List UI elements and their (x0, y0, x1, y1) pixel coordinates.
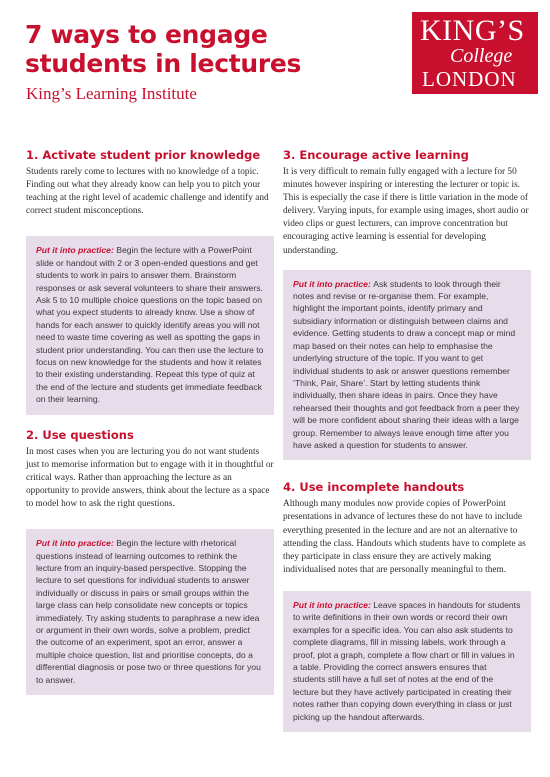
practice-box (283, 270, 531, 461)
practice-lead: Put it into practice: (293, 599, 374, 610)
page-subtitle: King’s Learning Institute (26, 84, 197, 103)
kings-college-london-logo (412, 12, 538, 94)
section-use-questions (26, 428, 274, 695)
practice-box (26, 529, 274, 695)
practice-lead: Put it into practice: (36, 245, 117, 256)
section-heading: 2. Use questions (26, 427, 134, 442)
section-body: Students rarely come to lectures with no knowledge of a topic. Finding out what they already know can help you to pitch your teaching at the right level of academic challenge and identify and correct student misconceptions. (26, 167, 269, 217)
section-body: In most cases when you are lecturing you do not want students just to memorise information but to engage with it in thoughtful or critical ways. Rather than approaching the lecture as an opportunity to provide answers, think about the lecture as a space to model how to ask the right questions. (26, 446, 274, 510)
section-incomplete-handouts (283, 480, 531, 732)
right-column (283, 148, 531, 732)
practice-text: Begin the lecture with rhetorical questions instead of learning outcomes to rethink the lecture from an inquiry-based perspective. Stopping the lecture to set questions for individual students to answer individually or discuss in pairs or small groups within the large class can help consolidate new concepts or topics immediately. Try asking students to paraphrase a new idea or argument in their own words, solve a problem, predict the outcome of an experiment, spot an error, answer a multiple choice question, list and prioritise concepts, do a differential diagnosis or pose two or three questions for you to answer. (36, 538, 261, 685)
logo-line-3: LONDON (422, 67, 517, 91)
practice-text: Begin the lecture with a PowerPoint slide or handout with 2 or 3 open-ended questions and get students to work in pairs to answer them. Brainstorm responses or ask several volunteers to share their answers. Ask 5 to 10 multiple choice questions on the topic based on what you expect students to already know. Use a show of hands for each answer to quickly identify areas you will not need to waste time covering as well as spotting the gaps in student prior understanding. You can then use the lecture to focus on new knowledge for the students and how it relates to their existing understanding. Repeat this type of quiz at the end of the lecture and students get immediate feedback on their learning. (36, 245, 264, 405)
section-heading: 4. Use incomplete handouts (283, 480, 465, 495)
practice-box (26, 236, 274, 414)
practice-text: Ask students to look through their notes and revise or re-organise them. For example, highlight the important points, identify primary and subsidiary information or distinguish between claims and evidence. Getting students to draw a concept map or mind map based on their notes can help to emphasise the underlying structure of the topic. If you want to get individual students to ask or answer questions remember ‘Think, Pair, Share’. Start by letting students think individually, then share ideas in pairs. Once they have rehearsed their thoughts and got feedback from a peer they will be more confident about sharing their ideas with a large group. Remember to always leave enough time after you have asked a question for students to answer. (293, 278, 520, 450)
practice-lead: Put it into practice: (293, 278, 374, 289)
practice-lead: Put it into practice: (36, 538, 117, 549)
page-title: 7 ways to engage students in lectures (25, 20, 302, 78)
section-heading: 3. Encourage active learning (283, 148, 469, 162)
left-column (26, 148, 274, 695)
section-body: It is very difficult to remain fully engaged with a lecture for 50 minutes however inspiring or interesting the lecturer or topic is. This is especially the case if there is little variation in the mode of delivery. Varying inputs, for example using images, short audio or video clips or guest lecturers, can improve concentration but encouraging active learning is essential for developing understanding. (283, 167, 529, 256)
section-activate-prior-knowledge (26, 148, 274, 415)
logo-line-1: KING’S (420, 14, 525, 47)
logo-line-2: College (450, 45, 513, 67)
section-body: Although many modules now provide copies of PowerPoint presentations in advance of lectures these do not have to include everything presented in the lecture and are not an alternative to attending the class. Handouts which students have to complete as they participate in class ensure they are actively making individualised notes that are personally meaningful to them. (283, 499, 526, 575)
practice-box (283, 591, 531, 732)
section-heading: 1. Activate student prior knowledge (26, 148, 261, 162)
practice-text: Leave spaces in handouts for students to write definitions in their own words or record their own examples for a specific idea. You can also ask students to complete diagrams, fill in missing labels, work through a proof, plot a graph, complete a flow chart or fill in values in a table. Providing the correct answers ensures that students still have a full set of notes at the end of the lecture but they have actively participated in creating their notes rather than copying down everything in class or just picking up the handout afterwards. (293, 599, 521, 722)
section-active-learning (283, 148, 531, 460)
